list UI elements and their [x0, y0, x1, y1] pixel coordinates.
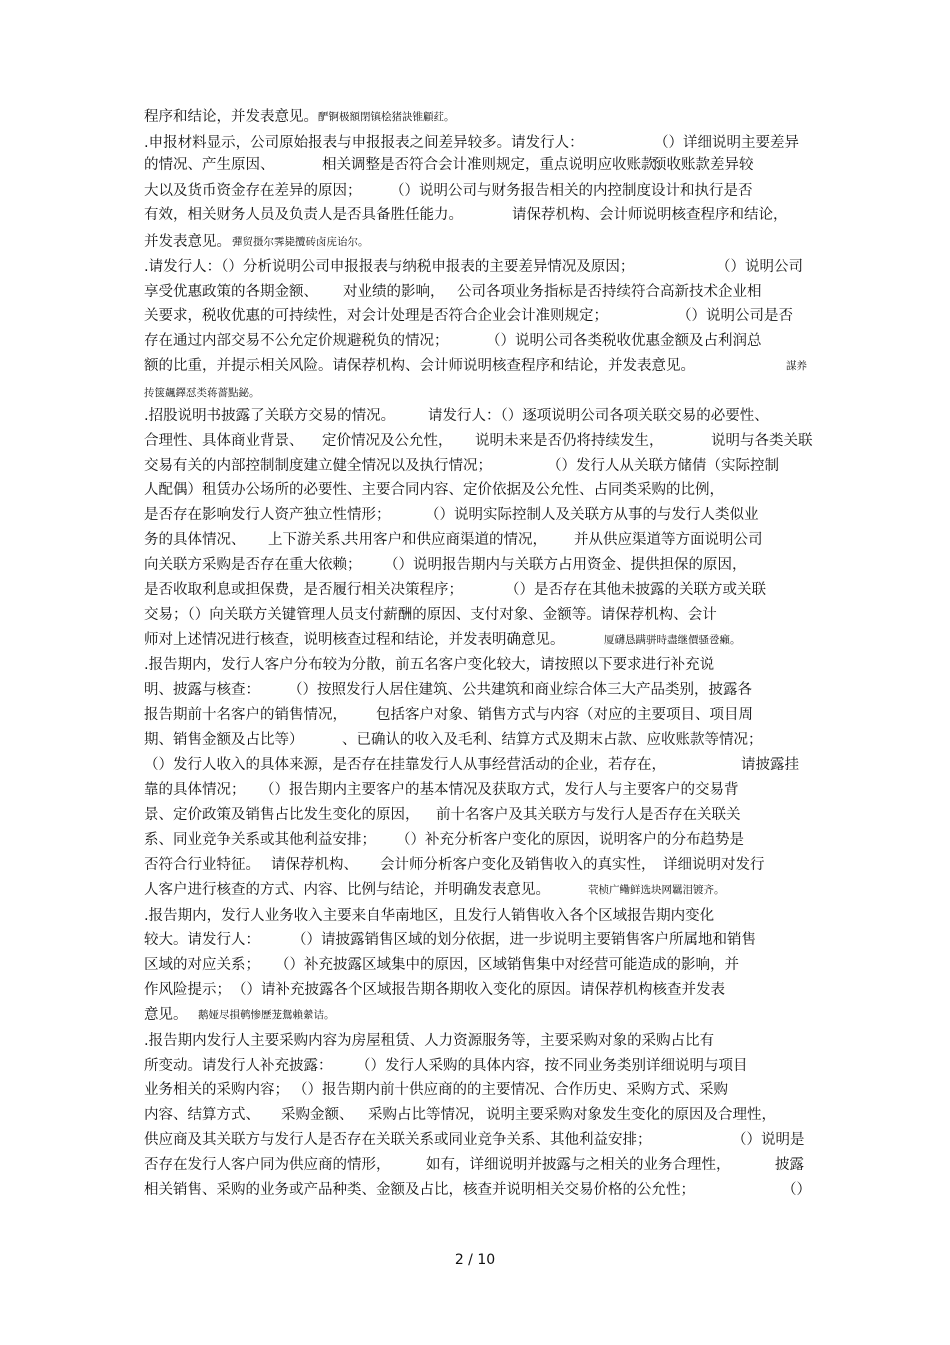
text-line	[0, 927, 950, 953]
text-segment: 内容、结算方式、	[144, 1107, 260, 1123]
text-segment: 前十名客户及其关联方与发行人是否存在关联关	[436, 807, 741, 823]
text-segment: 并发表意见。	[144, 234, 231, 250]
text-line	[0, 477, 950, 503]
text-line	[0, 1028, 950, 1054]
text-segment: 请保荐机构、会计师说明核查程序和结论，	[512, 207, 788, 223]
text-segment: （）报告期内前十供应商的的主要情况、合作历史、采购方式、采购	[293, 1082, 728, 1098]
text-segment: （）发行人从关联方储倩（实际控制	[547, 458, 779, 474]
text-segment: 程序和结论，并发表意见。	[144, 109, 318, 125]
page-number: 2 / 10	[454, 1252, 496, 1268]
text-line	[0, 178, 950, 204]
text-segment: 上下游关系、	[268, 532, 355, 548]
text-segment: 报告期前十名客户的销售情况，	[144, 707, 347, 723]
text-segment: 务的具体情况、	[144, 532, 246, 548]
text-segment: 景、定价政策及销售占比发生变化的原因，	[144, 807, 420, 823]
garbled-watermark-text: 茕桢广鳓鲜选块网羈泪镀齐。	[588, 884, 725, 896]
text-segment: 并从供应渠道等方面说明公司	[574, 532, 763, 548]
garbled-watermark-text: 酽锕极額閉镇桧猪訣锥顧荭。	[318, 111, 455, 123]
text-segment: 披露	[775, 1157, 804, 1173]
text-line	[0, 527, 950, 553]
text-segment: 所变动。请发行人补充披露：	[144, 1058, 333, 1074]
text-segment: 人客户进行核查的方式、内容、比例与结论，并明确发表意见。	[144, 882, 550, 898]
text-segment: 包括客户对象、销售方式与内容（对应的主要项目、项目周	[376, 707, 753, 723]
text-segment: 共用客户和供应商渠道的情况，	[344, 532, 547, 548]
text-segment: .报告期内发行人主要采购内容为房屋租赁、人力资源服务等，主要采购对象的采购占比有	[144, 1033, 715, 1049]
text-line	[0, 1102, 950, 1128]
text-segment: 对业绩的影响，	[343, 284, 445, 300]
text-line	[0, 353, 950, 379]
text-segment: （）报告期内主要客户的基本情况及获取方式，发行人与主要客户的交易背	[260, 782, 739, 798]
text-line	[0, 1002, 950, 1028]
text-line	[0, 1152, 950, 1178]
text-segment: .请发行人：（）分析说明公司申报报表与纳税申报表的主要差异情况及原因；	[144, 259, 635, 275]
text-segment: （）详细说明主要差异	[654, 135, 799, 151]
text-segment: 预收账款差异较	[652, 157, 754, 173]
text-line	[0, 903, 950, 929]
text-segment: .申报材料显示，公司原始报表与申报报表之间差异较多。请发行人：	[144, 135, 584, 151]
text-segment: 相关销售、采购的业务或产品种类、金额及占比，核查并说明相关交易价格的公允性；	[144, 1182, 695, 1198]
text-segment: 请披露挂	[741, 757, 799, 773]
text-line	[0, 752, 950, 778]
text-line	[0, 152, 950, 178]
text-line	[0, 877, 950, 903]
text-line	[0, 677, 950, 703]
text-segment: 作风险提示；	[144, 982, 231, 998]
text-line	[0, 702, 950, 728]
garbled-watermark-text: 厦礴恳蹒骈時盡继價骚卺癩。	[604, 634, 741, 646]
text-line	[0, 453, 950, 479]
text-line	[0, 254, 950, 280]
text-segment: （）说明是	[732, 1132, 805, 1148]
text-segment: 是否收取利息或担保费，是否履行相关决策程序；	[144, 582, 463, 598]
text-segment: .报告期内，发行人客户分布较为分散，前五名客户变化较大，请按照以下要求进行补充说	[144, 657, 715, 673]
text-segment: （）按照发行人居住建筑、公共建筑和商业综合体三大产品类别，披露各	[288, 682, 752, 698]
text-line	[0, 852, 950, 878]
text-segment: 说明未来是否仍将持续发生，	[475, 433, 664, 449]
text-segment: 否存在发行人客户同为供应商的情形，	[144, 1157, 391, 1173]
text-segment: 靠的具体情况；	[144, 782, 246, 798]
text-segment: 交易；（）向关联方关键管理人员支付薪酬的原因、支付对象、金额等。请保荐机构、会计	[144, 607, 717, 623]
text-line	[0, 279, 950, 305]
text-segment: 请发行人：（）逐项说明公司各项关联交易的必要性、	[428, 408, 769, 424]
text-segment: 大以及货币资金存在差异的原因；	[144, 183, 362, 199]
text-segment: （）补充分析客户变化的原因，说明客户的分布趋势是	[396, 832, 744, 848]
text-segment: （）发行人收入的具体来源，是否存在挂靠发行人从事经营活动的企业，若存在，	[144, 757, 666, 773]
text-segment: 采购占比等情况，	[368, 1107, 484, 1123]
text-line	[0, 552, 950, 578]
text-segment: （）说明公司是否	[677, 308, 793, 324]
text-segment: 系、同业竞争关系或其他利益安排；	[144, 832, 376, 848]
text-segment: 较大。请发行人：	[144, 932, 260, 948]
text-segment: 区域的对应关系；	[144, 957, 260, 973]
text-segment: 额的比重，并提示相关风险。请保荐机构、会计师说明核查程序和结论，并发表意见。	[144, 358, 695, 374]
text-segment: 业务相关的采购内容；	[144, 1082, 289, 1098]
text-line	[0, 229, 950, 255]
text-line	[0, 1127, 950, 1153]
text-segment: 师对上述情况进行核查，说明核查过程和结论，并发表明确意见。	[144, 632, 565, 648]
text-segment: 相关调整是否符合会计准则规定，重点说明应收账款、	[322, 157, 670, 173]
text-line	[0, 1077, 950, 1103]
text-segment: 意见。	[144, 1007, 188, 1023]
text-segment: 关要求，税收优惠的可持续性，对会计处理是否符合企业会计准则规定；	[144, 308, 608, 324]
text-line	[0, 328, 950, 354]
text-line	[0, 777, 950, 803]
text-segment: （）补充披露区域集中的原因，区域销售集中对经营可能造成的影响，并	[275, 957, 739, 973]
text-line	[0, 602, 950, 628]
text-segment: 说明与各类关联	[711, 433, 813, 449]
text-segment: 向关联方采购是否存在重大依赖；	[144, 557, 362, 573]
text-segment: 请保荐机构、	[271, 857, 358, 873]
text-line	[0, 727, 950, 753]
text-line	[0, 1177, 950, 1203]
garbled-watermark-text: 謀养	[786, 360, 807, 372]
text-line	[0, 104, 950, 130]
text-segment: 的情况、产生原因、	[144, 157, 275, 173]
text-segment: 公司各项业务指标是否持续符合高新技术企业相	[457, 284, 762, 300]
text-segment: 会计师分析客户变化及销售收入的真实性，	[380, 857, 656, 873]
text-segment: 定价情况及公允性，	[322, 433, 453, 449]
garbled-watermark-text: 鹅娅尽損鹌惨歷茏鴛賴縈诘。	[198, 1009, 335, 1021]
text-segment: 人配偶）租赁办公场所的必要性、主要合同内容、定价依据及公允性、占同类采购的比例，	[144, 482, 724, 498]
text-segment: 交易有关的内部控制制度建立健全情况以及执行情况；	[144, 458, 492, 474]
text-segment: （）发行人采购的具体内容，按不同业务类别详细说明与项目	[356, 1058, 748, 1074]
text-segment: （）说明报告期内与关联方占用资金、提供担保的原因，	[384, 557, 747, 573]
garbled-watermark-text: 抟箧飆鐸怼类蒋薔點鉍。	[144, 387, 260, 399]
text-line	[0, 428, 950, 454]
text-segment: 、已确认的收入及毛利、结算方式及期末占款、应收账款等情况；	[342, 732, 763, 748]
text-segment: 说明主要采购对象发生变化的原因及合理性，	[486, 1107, 776, 1123]
text-line	[0, 952, 950, 978]
text-segment: 采购金额、	[281, 1107, 354, 1123]
text-line	[0, 977, 950, 1003]
text-segment: 期、销售金额及占比等）	[144, 732, 304, 748]
text-segment: 否符合行业特征。	[144, 857, 260, 873]
text-segment: .招股说明书披露了关联方交易的情况。	[144, 408, 396, 424]
text-segment: 有效，相关财务人员及负责人是否具备胜任能力。	[144, 207, 463, 223]
text-line	[0, 502, 950, 528]
text-line	[0, 403, 950, 429]
text-line	[0, 1053, 950, 1079]
text-segment: （）是否存在其他未披露的关联方或关联	[505, 582, 766, 598]
text-segment: （）说明公司	[716, 259, 803, 275]
text-segment: （）	[782, 1182, 811, 1198]
text-line	[0, 802, 950, 828]
text-segment: （）请补充披露各个区域报告期各期收入变化的原因。请保荐机构核查并发表	[232, 982, 725, 998]
garbled-watermark-text: 彈贸摄尔霁毙攬砖卤庑诒尔。	[232, 236, 369, 248]
text-segment: 存在通过内部交易不公允定价规避税负的情况；	[144, 333, 449, 349]
text-segment: 如有，详细说明并披露与之相关的业务合理性，	[426, 1157, 731, 1173]
text-segment: （）说明实际控制人及关联方从事的与发行人类似业	[425, 507, 759, 523]
text-segment: （）请披露销售区域的划分依据，进一步说明主要销售客户所属地和销售	[292, 932, 756, 948]
text-segment: 明、披露与核查：	[144, 682, 260, 698]
text-line	[0, 652, 950, 678]
text-segment: （）说明公司各类税收优惠金额及占利润总	[486, 333, 762, 349]
text-segment: 合理性、具体商业背景、	[144, 433, 304, 449]
text-segment: 供应商及其关联方与发行人是否存在关联关系或同业竞争关系、其他利益安排；	[144, 1132, 652, 1148]
text-segment: 享受优惠政策的各期金额、	[144, 284, 318, 300]
text-line	[0, 303, 950, 329]
text-segment: 详细说明对发行	[663, 857, 765, 873]
text-line	[0, 202, 950, 228]
text-segment: .报告期内，发行人业务收入主要来自华南地区，且发行人销售收入各个区域报告期内变化	[144, 908, 715, 924]
text-line	[0, 827, 950, 853]
text-segment: （）说明公司与财务报告相关的内控制度设计和执行是否	[390, 183, 753, 199]
text-line	[0, 627, 950, 653]
text-segment: 是否存在影响发行人资产独立性情形；	[144, 507, 391, 523]
text-line	[0, 577, 950, 603]
